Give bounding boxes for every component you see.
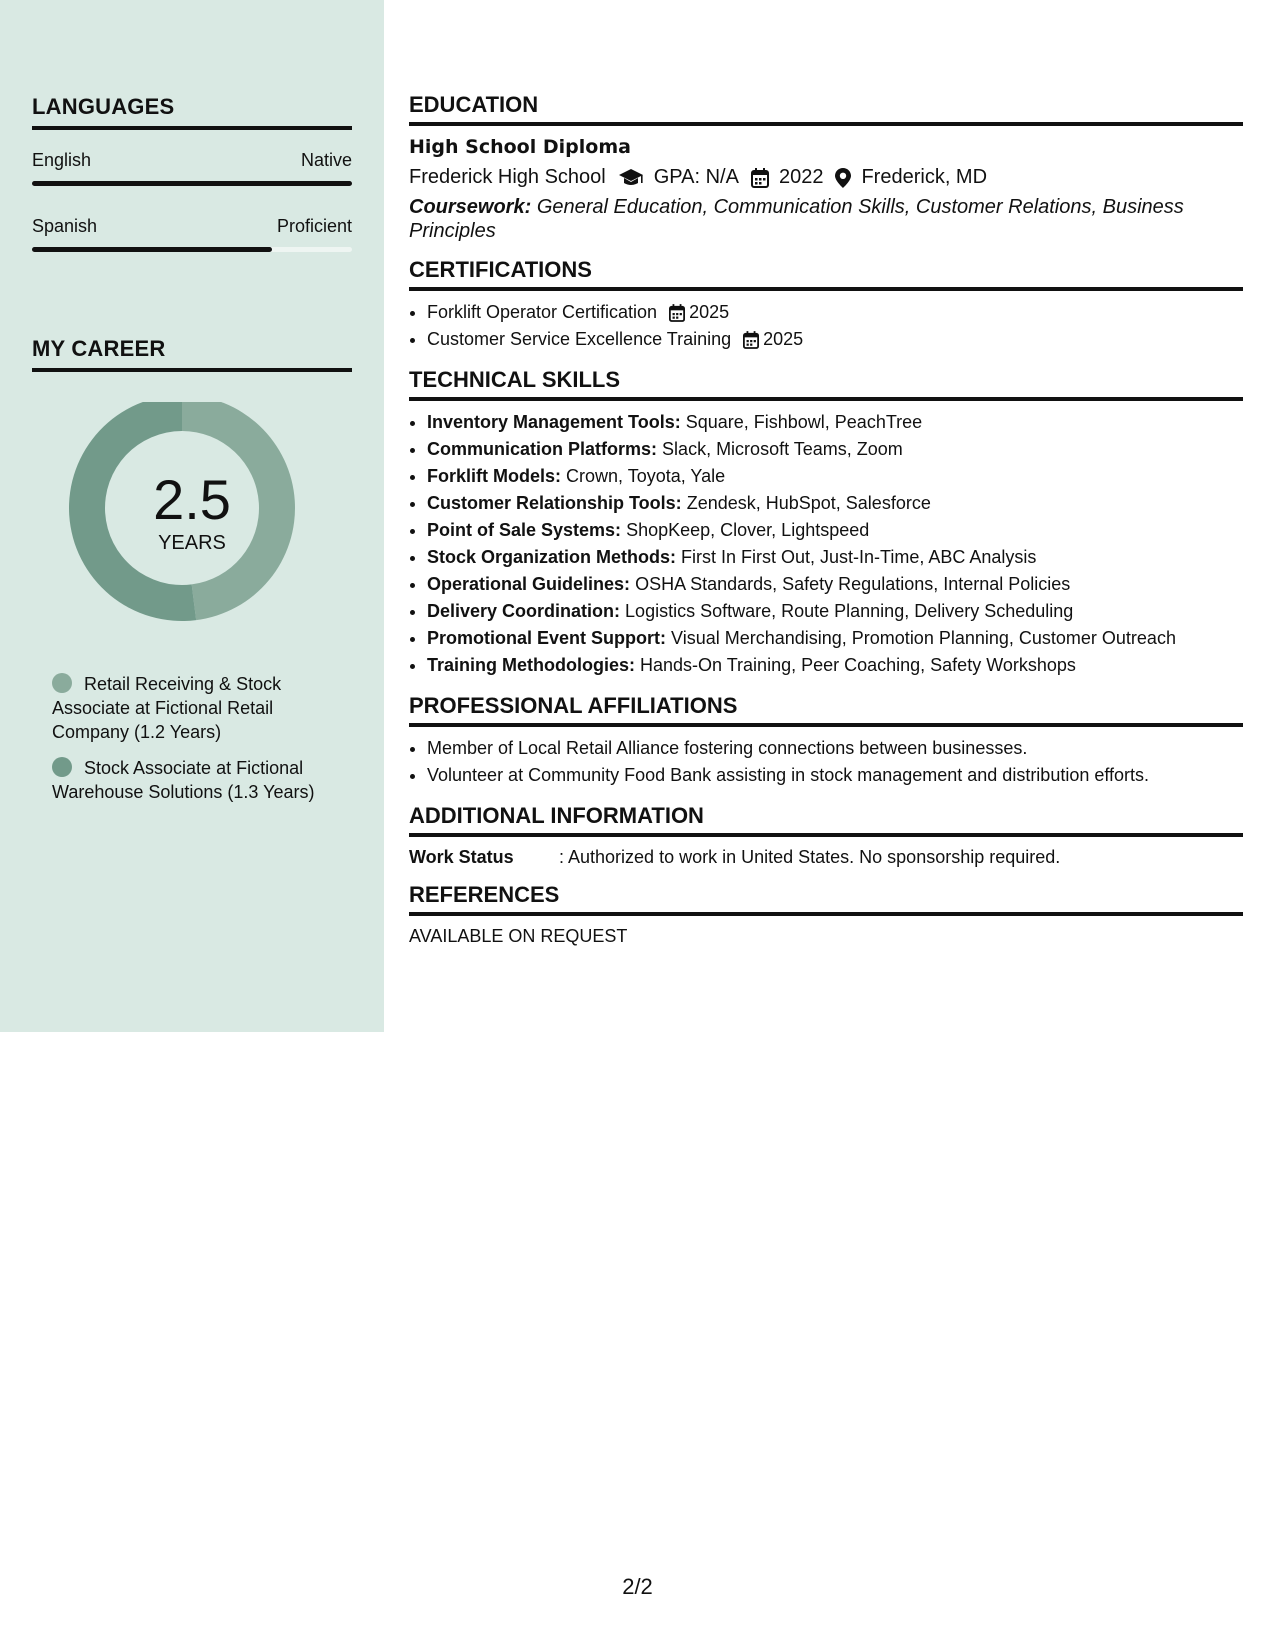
skill-label: Point of Sale Systems: [427,520,622,540]
additional-info-section [409,803,1243,868]
career-donut-chart [32,402,352,642]
skill-label: Stock Organization Methods: [427,547,677,567]
education-heading: EDUCATION [409,92,1243,126]
skill-item [427,652,1243,679]
school-name: Frederick High School [409,166,606,188]
career-total-years: 2.5 [153,468,231,531]
languages-section [32,94,352,252]
education-section [409,92,1243,243]
graduation-cap-icon [618,168,644,188]
work-status-value: : Authorized to work in United States. No sponsorship required. [559,847,1061,867]
career-item-label: Retail Receiving & Stock Associate at Fictional Retail Company (1.2 Years) [52,674,282,742]
career-heading: MY CAREER [32,336,352,372]
skill-value: Logistics Software, Route Planning, Delivery Scheduling [625,601,1074,621]
career-item-label: Stock Associate at Fictional Warehouse Solutions (1.3 Years) [52,758,315,802]
skill-label: Operational Guidelines: [427,574,631,594]
skill-item [427,571,1243,598]
certification-name: • Customer Service Excellence Training [427,329,732,349]
skill-item [427,598,1243,625]
skill-label: Delivery Coordination: [427,601,621,621]
skill-value: Visual Merchandising, Promotion Planning, Customer Outreach [671,628,1176,648]
career-section [32,336,352,816]
main-content [409,92,1243,961]
certifications-list [409,299,1243,353]
legend-dot-icon [52,757,72,777]
references-section [409,882,1243,947]
skill-label: Inventory Management Tools: [427,412,681,432]
legend-dot-icon [52,673,72,693]
work-status-label: Work Status [409,847,514,867]
certification-item [427,326,1243,353]
skill-item [427,490,1243,517]
work-status-row [409,847,1243,868]
skill-item [427,517,1243,544]
affiliation-item: • Member of Local Retail Alliance fostering connections between businesses. [427,735,1243,762]
language-item [32,150,352,186]
skill-label: Communication Platforms: [427,439,658,459]
calendar-icon [669,304,685,322]
technical-skills-list [409,409,1243,679]
additional-info-heading: ADDITIONAL INFORMATION [409,803,1243,837]
career-legend-item [32,672,352,744]
references-text: AVAILABLE ON REQUEST [409,926,628,946]
certifications-section [409,257,1243,353]
skill-value: First In First Out, Just-In-Time, ABC Analysis [681,547,1037,567]
skill-value: Crown, Toyota, Yale [566,466,726,486]
coursework [409,195,1243,243]
language-level: Proficient [276,216,352,236]
certification-item [427,299,1243,326]
skill-label: Training Methodologies: [427,655,635,675]
languages-heading: LANGUAGES [32,94,352,130]
language-proficiency-fill [32,247,272,252]
skill-label: Promotional Event Support: [427,628,667,648]
degree-title: High School Diploma [409,136,631,158]
graduation-year: 2022 [778,166,824,188]
school-location: Frederick, MD [861,166,988,188]
skill-value: OSHA Standards, Safety Regulations, Internal Policies [635,574,1071,594]
gpa: GPA: N/A [653,166,739,188]
language-level: Native [300,150,352,170]
skill-value: Square, Fishbowl, PeachTree [685,412,923,432]
education-details [409,166,1243,189]
skill-value: ShopKeep, Clover, Lightspeed [626,520,870,540]
skill-item [427,463,1243,490]
sidebar [0,0,384,1032]
language-proficiency-bar [32,247,352,252]
certification-year: 2025 [763,329,804,349]
skill-item [427,436,1243,463]
affiliations-section [409,693,1243,789]
technical-skills-section [409,367,1243,679]
language-proficiency-fill [32,181,352,186]
certification-name: • Forklift Operator Certification [427,302,658,322]
certifications-heading: CERTIFICATIONS [409,257,1243,291]
location-pin-icon [835,168,851,188]
skill-value: Hands-On Training, Peer Coaching, Safety Workshops [640,655,1076,675]
language-name: Spanish [32,216,98,236]
career-legend-item [32,756,352,804]
coursework-list: General Education, Communication Skills, Customer Relations, Business Principles [409,196,1184,242]
references-heading: REFERENCES [409,882,1243,916]
language-proficiency-bar [32,181,352,186]
certification-year: 2025 [689,302,730,322]
calendar-icon [743,331,759,349]
skill-label: Customer Relationship Tools: [427,493,682,513]
affiliations-list [409,735,1243,789]
career-years-unit: YEARS [158,532,226,554]
skill-label: Forklift Models: [427,466,561,486]
calendar-icon [751,168,769,188]
coursework-label: Coursework: [409,196,532,218]
skill-item [427,409,1243,436]
skill-item [427,625,1243,652]
technical-skills-heading: TECHNICAL SKILLS [409,367,1243,401]
skill-item [427,544,1243,571]
page-number: 2/2 [622,1574,653,1599]
language-item [32,216,352,252]
language-name: English [32,150,92,170]
skill-value: Slack, Microsoft Teams, Zoom [662,439,903,459]
affiliation-item: • Volunteer at Community Food Bank assisting in stock management and distribution efforts. [427,762,1243,789]
career-legend [32,672,352,804]
skill-value: Zendesk, HubSpot, Salesforce [686,493,931,513]
affiliations-heading: PROFESSIONAL AFFILIATIONS [409,693,1243,727]
